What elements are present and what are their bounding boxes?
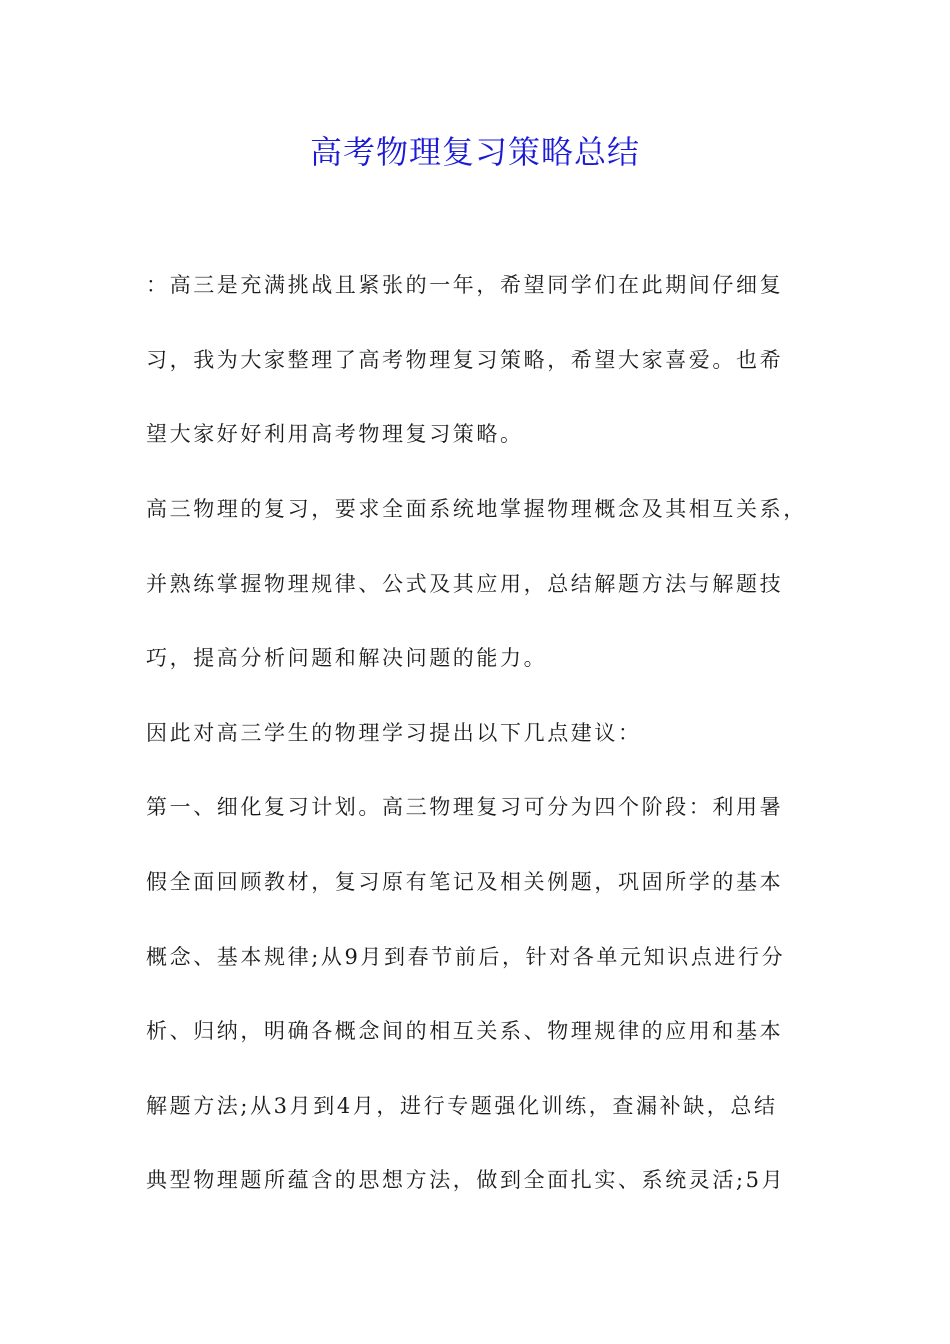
paragraph-line: 望大家好好利用高考物理复习策略。 (146, 422, 524, 446)
paragraph-line: 概念、基本规律;从9月到春节前后，针对各单元知识点进行分 (146, 945, 786, 969)
paragraph-line: 假全面回顾教材，复习原有笔记及相关例题，巩固所学的基本 (146, 870, 784, 894)
paragraph-line: 第一、细化复习计划。高三物理复习可分为四个阶段：利用暑 (146, 795, 784, 819)
paragraph-line: 析、归纳，明确各概念间的相互关系、物理规律的应用和基本 (146, 1019, 784, 1043)
paragraph-line: 巧，提高分析问题和解决问题的能力。 (146, 646, 548, 670)
paragraph-line: ：高三是充满挑战且紧张的一年，希望同学们在此期间仔细复 (146, 273, 784, 297)
paragraph-line: 典型物理题所蕴含的思想方法，做到全面扎实、系统灵活;5月 (146, 1168, 786, 1192)
paragraph-line: 解题方法;从3月到4月，进行专题强化训练，查漏补缺，总结 (146, 1094, 778, 1118)
paragraph-line: 习，我为大家整理了高考物理复习策略，希望大家喜爱。也希 (146, 348, 784, 372)
paragraph-line: 并熟练掌握物理规律、公式及其应用，总结解题方法与解题技 (146, 572, 784, 596)
document-title: 高考物理复习策略总结 (309, 133, 640, 171)
paragraph-line: 高三物理的复习，要求全面系统地掌握物理概念及其相互关系， (146, 497, 807, 521)
paragraph-line: 因此对高三学生的物理学习提出以下几点建议： (146, 721, 642, 745)
